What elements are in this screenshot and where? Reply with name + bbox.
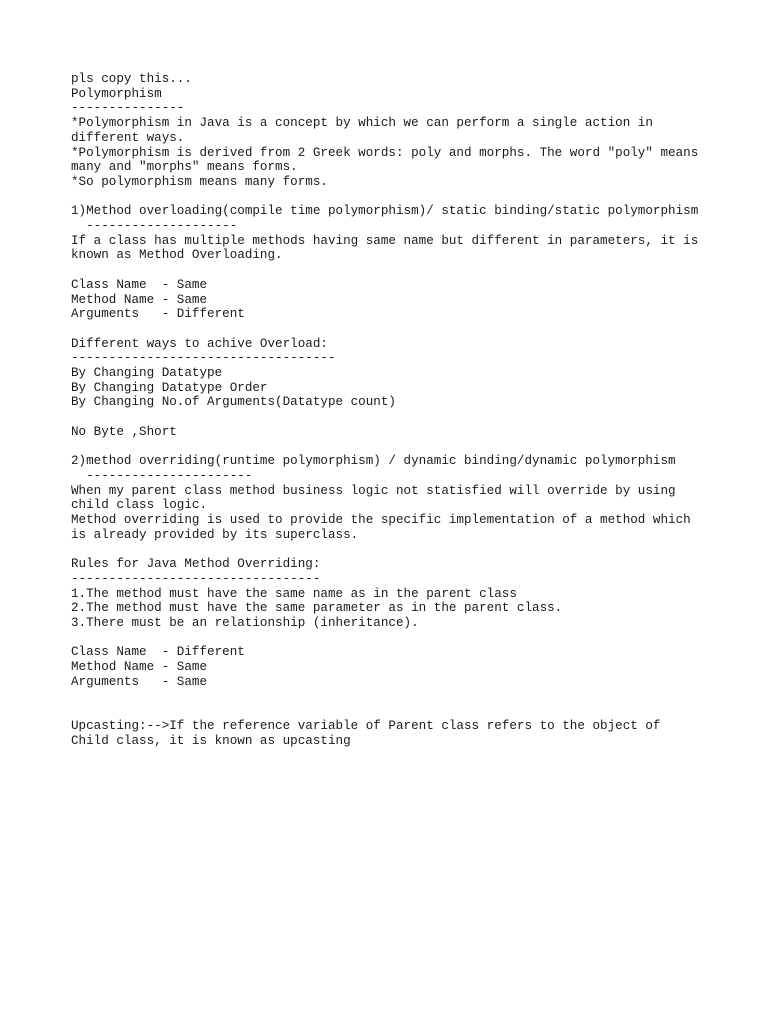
overriding-description: Method overriding is used to provide the specific implementation of a method which: [71, 513, 691, 528]
overriding-rule-item: 2.The method must have the same parameter as in the parent class.: [71, 601, 563, 616]
overriding-description: child class logic.: [71, 498, 208, 513]
blank-line: [71, 542, 731, 557]
heading-underline: --------------------: [71, 219, 238, 234]
overriding-rule-item: 1.The method must have the same name as in the parent class: [71, 586, 517, 601]
blank-line: [71, 440, 731, 455]
blank-line: [71, 263, 731, 278]
overload-way-item: By Changing No.of Arguments(Datatype count): [71, 395, 396, 410]
heading-underline: ----------------------: [71, 468, 253, 483]
heading-underline: ---------------: [71, 101, 185, 116]
overloading-description: known as Method Overloading.: [71, 248, 283, 263]
definition-line: *Polymorphism is derived from 2 Greek words: poly and morphs. The word "poly" means: [71, 145, 699, 160]
document-text: [71, 72, 731, 748]
heading-underline: ---------------------------------: [71, 571, 321, 586]
overload-note: No Byte ,Short: [71, 424, 177, 439]
blank-line: [71, 704, 731, 719]
blank-line: [71, 689, 731, 704]
definition-line: *Polymorphism in Java is a concept by which we can perform a single action in: [71, 116, 653, 131]
definition-line: many and "morphs" means forms.: [71, 160, 298, 175]
overloading-arguments: Arguments - Different: [71, 307, 245, 322]
overriding-class-name: Class Name - Different: [71, 645, 245, 660]
upcasting-definition: Child class, it is known as upcasting: [71, 733, 351, 748]
upcasting-definition: Upcasting:-->If the reference variable of Parent class refers to the object of: [71, 718, 661, 733]
overriding-description: is already provided by its superclass.: [71, 527, 359, 542]
heading-overload-ways: Different ways to achive Overload:: [71, 336, 328, 351]
line-intro: pls copy this...: [71, 72, 192, 86]
heading-overriding: 2)method overriding(runtime polymorphism) / dynamic binding/dynamic polymorphism: [71, 454, 676, 469]
overriding-description: When my parent class method business logic not statisfied will override by using: [71, 483, 676, 498]
overriding-arguments: Arguments - Same: [71, 674, 208, 689]
blank-line: [71, 410, 731, 425]
heading-underline: -----------------------------------: [71, 351, 336, 366]
blank-line: [71, 190, 731, 205]
overloading-method-name: Method Name - Same: [71, 292, 208, 307]
overriding-rule-item: 3.There must be an relationship (inheritance).: [71, 615, 419, 630]
heading-polymorphism: Polymorphism: [71, 86, 162, 101]
blank-line: [71, 322, 731, 337]
heading-overloading: 1)Method overloading(compile time polymorphism)/ static binding/static polymorphism: [71, 204, 699, 219]
heading-overriding-rules: Rules for Java Method Overriding:: [71, 557, 321, 572]
overloading-description: If a class has multiple methods having same name but different in parameters, it is: [71, 233, 699, 248]
definition-line: different ways.: [71, 130, 185, 145]
overriding-method-name: Method Name - Same: [71, 660, 208, 675]
overloading-class-name: Class Name - Same: [71, 277, 208, 292]
blank-line: [71, 631, 731, 646]
overload-way-item: By Changing Datatype: [71, 366, 223, 381]
overload-way-item: By Changing Datatype Order: [71, 380, 268, 395]
definition-line: *So polymorphism means many forms.: [71, 174, 328, 189]
